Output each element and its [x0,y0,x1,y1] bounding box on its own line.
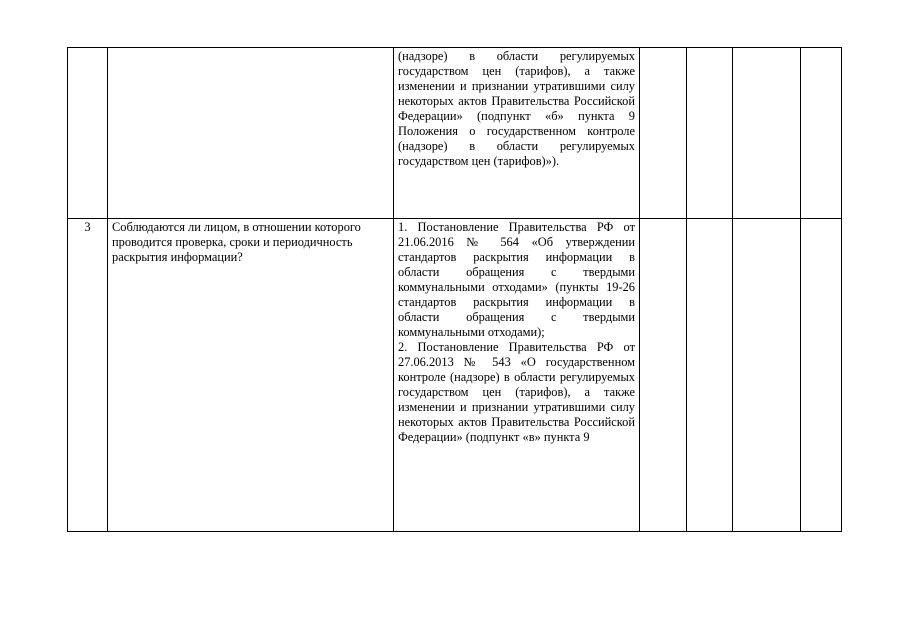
empty-cell [733,219,801,532]
question-cell [108,48,394,219]
row-number [68,48,108,219]
empty-cell [733,48,801,219]
empty-cell [687,219,733,532]
legal-basis-cell [394,219,640,532]
row-number: 3 [68,219,108,532]
legal-paragraph: 2. Постановление Правительства РФ от 27.06.2013 № 543 «О государственном контроле (надзоре) в области регулируемых государством цен (тарифов), а также изменении и признании утратившими силу некоторых актов Правительства Российской Федерации» (подпункт «в» пункта 9 [398,340,635,444]
table-row [68,219,842,532]
table-row [68,48,842,219]
legal-paragraph: 1. Постановление Правительства РФ от 21.06.2016 № 564 «Об утверждении стандартов раскрытия информации в области обращения с твердыми коммунальными отходами» (пункты 19-26 стандартов раскрытия информации в области обращения с твердыми коммунальными отходами); [398,220,635,339]
empty-cell [801,48,842,219]
question-cell: Соблюдаются ли лицом, в отношении которого проводится проверка, сроки и периодичность раскрытия информации? [108,219,394,532]
legal-basis-cell [394,48,640,219]
legal-paragraph: (надзоре) в области регулируемых государством цен (тарифов), а также изменении и признании утратившими силу некоторых актов Правительства Российской Федерации» (подпункт «б» пункта 9 Положения о государственном контроле (надзоре) в области регулируемых государством цен (тарифов)»). [398,49,635,168]
empty-cell [640,219,687,532]
empty-cell [801,219,842,532]
empty-cell [640,48,687,219]
empty-cell [687,48,733,219]
checklist-table [67,47,842,532]
